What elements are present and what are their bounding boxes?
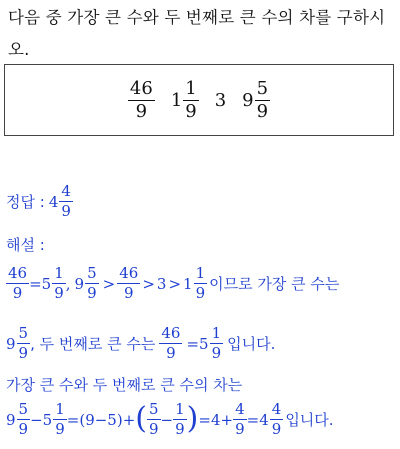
- fraction-46-9: [128, 77, 155, 122]
- numerator: 4: [271, 400, 282, 418]
- denominator: 9: [149, 420, 159, 438]
- whole-part: 5: [42, 410, 53, 429]
- numbers-box: [4, 64, 394, 136]
- plus-sign: +: [220, 410, 234, 429]
- number-4: 4: [210, 410, 221, 429]
- explanation-line-1: [6, 266, 339, 301]
- explanation-line-2: [6, 326, 279, 361]
- denominator: 9: [6, 283, 29, 301]
- whole-part: 5: [41, 274, 52, 293]
- explanation-text: 입니다.: [227, 335, 276, 353]
- denominator: 9: [185, 100, 197, 122]
- whole-part: 4: [259, 410, 269, 429]
- number-3: 3: [156, 274, 167, 293]
- answer-label: 정답 :: [6, 193, 45, 211]
- denominator: 9: [195, 284, 206, 302]
- denominator: 9: [18, 420, 29, 438]
- numerator: 4: [61, 182, 71, 200]
- numerator: 5: [87, 264, 97, 282]
- answer-value: [49, 184, 73, 219]
- mixed-9-5-9: [242, 77, 270, 122]
- numerator: 46: [161, 324, 181, 342]
- minus-sign: −: [160, 410, 174, 429]
- numerator: 1: [195, 264, 206, 282]
- denominator: 9: [55, 420, 65, 438]
- denominator: 9: [54, 284, 64, 302]
- denominator: 9: [175, 420, 185, 438]
- greater-than-sign: >: [142, 274, 155, 293]
- equals-sign: =: [66, 410, 80, 429]
- explanation-line-3: 가장 큰 수와 두 번째로 큰 수의 차는: [6, 376, 243, 394]
- whole-part: 9: [6, 334, 16, 353]
- numerator: 5: [18, 400, 29, 418]
- equals-sign: =: [246, 410, 260, 429]
- comma: ,: [65, 274, 71, 293]
- question-text: 다음 중 가장 큰 수와 두 번째로 큰 수의 차를 구하시오.: [8, 8, 386, 59]
- numerator: 1: [211, 324, 222, 342]
- whole-part: 9: [242, 89, 254, 111]
- denominator: 9: [159, 343, 182, 361]
- numerator: 5: [18, 324, 29, 342]
- denominator: 9: [128, 100, 155, 121]
- denominator: 9: [271, 420, 282, 438]
- numerator: 1: [55, 400, 65, 418]
- numerator: 46: [119, 264, 139, 282]
- numerator: 5: [256, 77, 269, 99]
- denominator: 9: [211, 344, 222, 362]
- denominator: 9: [256, 100, 269, 122]
- numerator: 46: [8, 264, 28, 282]
- numerator: 46: [129, 77, 153, 99]
- whole-part: 9: [6, 410, 16, 429]
- plus-sign: +: [122, 410, 136, 429]
- numerator: 1: [175, 400, 185, 418]
- numerator: 1: [185, 77, 197, 99]
- equals-sign: =: [29, 274, 42, 293]
- left-paren: (: [135, 400, 147, 436]
- explanation-line-4: [6, 402, 336, 437]
- whole-part: 4: [48, 192, 59, 211]
- denominator: 9: [18, 344, 29, 362]
- denominator: 9: [117, 283, 140, 301]
- answer-line: [6, 184, 77, 219]
- numerator: 5: [149, 400, 159, 418]
- explanation-text: , 두 번째로 큰 수는: [30, 335, 156, 353]
- expression: (9−5): [79, 410, 123, 429]
- whole-part: 5: [199, 334, 209, 353]
- numerator: 1: [54, 264, 64, 282]
- mixed-1-1-9: [170, 77, 199, 122]
- greater-than-sign: >: [102, 274, 116, 293]
- explanation-text: 이므로 가장 큰 수는: [209, 275, 340, 293]
- explanation-label: 해설 :: [6, 236, 45, 254]
- equals-sign: =: [186, 334, 200, 353]
- right-paren: ): [186, 400, 199, 436]
- numerator: 4: [235, 400, 245, 418]
- minus-sign: −: [30, 410, 43, 429]
- denominator: 9: [87, 284, 97, 302]
- greater-than-sign: >: [168, 274, 182, 293]
- equals-sign: =: [198, 410, 211, 429]
- whole-part: 1: [183, 274, 193, 293]
- explanation-text: 입니다.: [285, 411, 334, 429]
- number-3: 3: [214, 89, 227, 111]
- denominator: 9: [235, 420, 245, 438]
- whole-part: 9: [74, 274, 85, 293]
- whole-part: 1: [170, 89, 183, 111]
- denominator: 9: [61, 202, 71, 220]
